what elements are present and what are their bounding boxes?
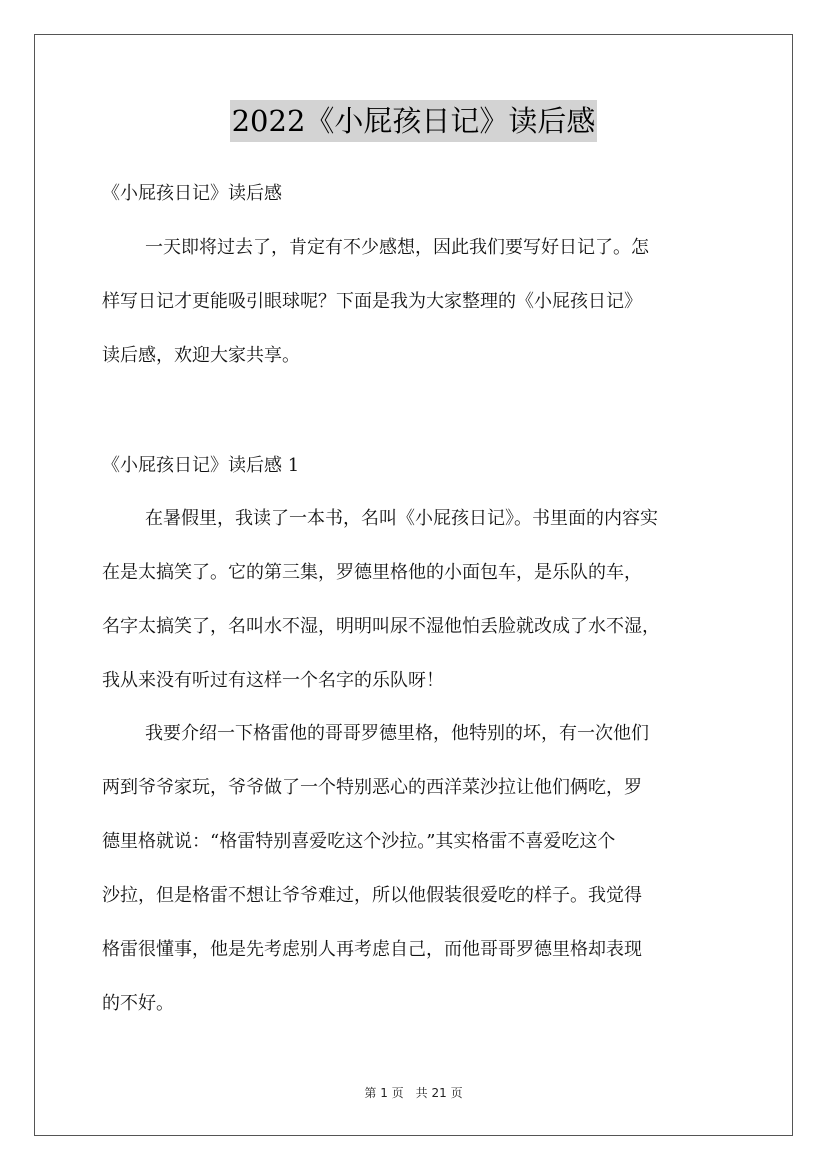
paragraph-line: 名字太搞笑了，名叫水不湿，明明叫尿不湿他怕丢脸就改成了水不湿， bbox=[102, 616, 660, 637]
paragraph-line: 在是太搞笑了。它的第三集，罗德里格他的小面包车，是乐队的车， bbox=[102, 562, 642, 583]
document-subtitle: 《小屁孩日记》读后感 bbox=[102, 183, 282, 204]
paragraph-line: 我从来没有听过有这样一个名字的乐队呀！ bbox=[102, 670, 444, 691]
title-container bbox=[0, 100, 827, 142]
paragraph-line: 在暑假里，我读了一本书，名叫《小屁孩日记》。书里面的内容实 bbox=[145, 508, 658, 529]
paragraph-line: 沙拉，但是格雷不想让爷爷难过，所以他假装很爱吃的样子。我觉得 bbox=[102, 885, 642, 906]
intro-line: 一天即将过去了，肯定有不少感想，因此我们要写好日记了。怎 bbox=[145, 237, 649, 258]
section-heading: 《小屁孩日记》读后感 1 bbox=[102, 455, 300, 476]
paragraph-line: 我要介绍一下格雷他的哥哥罗德里格，他特别的坏，有一次他们 bbox=[145, 723, 649, 744]
paragraph-line: 格雷很懂事，他是先考虑别人再考虑自己，而他哥哥罗德里格却表现 bbox=[102, 939, 642, 960]
intro-line: 读后感，欢迎大家共享。 bbox=[102, 345, 300, 366]
body-paragraph-2 bbox=[102, 720, 649, 1044]
body-paragraph-1 bbox=[102, 505, 660, 721]
intro-line: 样写日记才更能吸引眼球呢？下面是我为大家整理的《小屁孩日记》 bbox=[102, 291, 642, 312]
paragraph-line: 德里格就说：“格雷特别喜爱吃这个沙拉。”其实格雷不喜爱吃这个 bbox=[102, 831, 616, 852]
paragraph-line: 的不好。 bbox=[102, 993, 174, 1014]
page-number-footer: 第 1 页 共 21 页 bbox=[364, 1086, 463, 1100]
paragraph-line: 两到爷爷家玩，爷爷做了一个特别恶心的西洋菜沙拉让他们俩吃，罗 bbox=[102, 777, 642, 798]
document-title: 2022《小屁孩日记》读后感 bbox=[230, 100, 598, 142]
intro-paragraph bbox=[102, 234, 649, 396]
